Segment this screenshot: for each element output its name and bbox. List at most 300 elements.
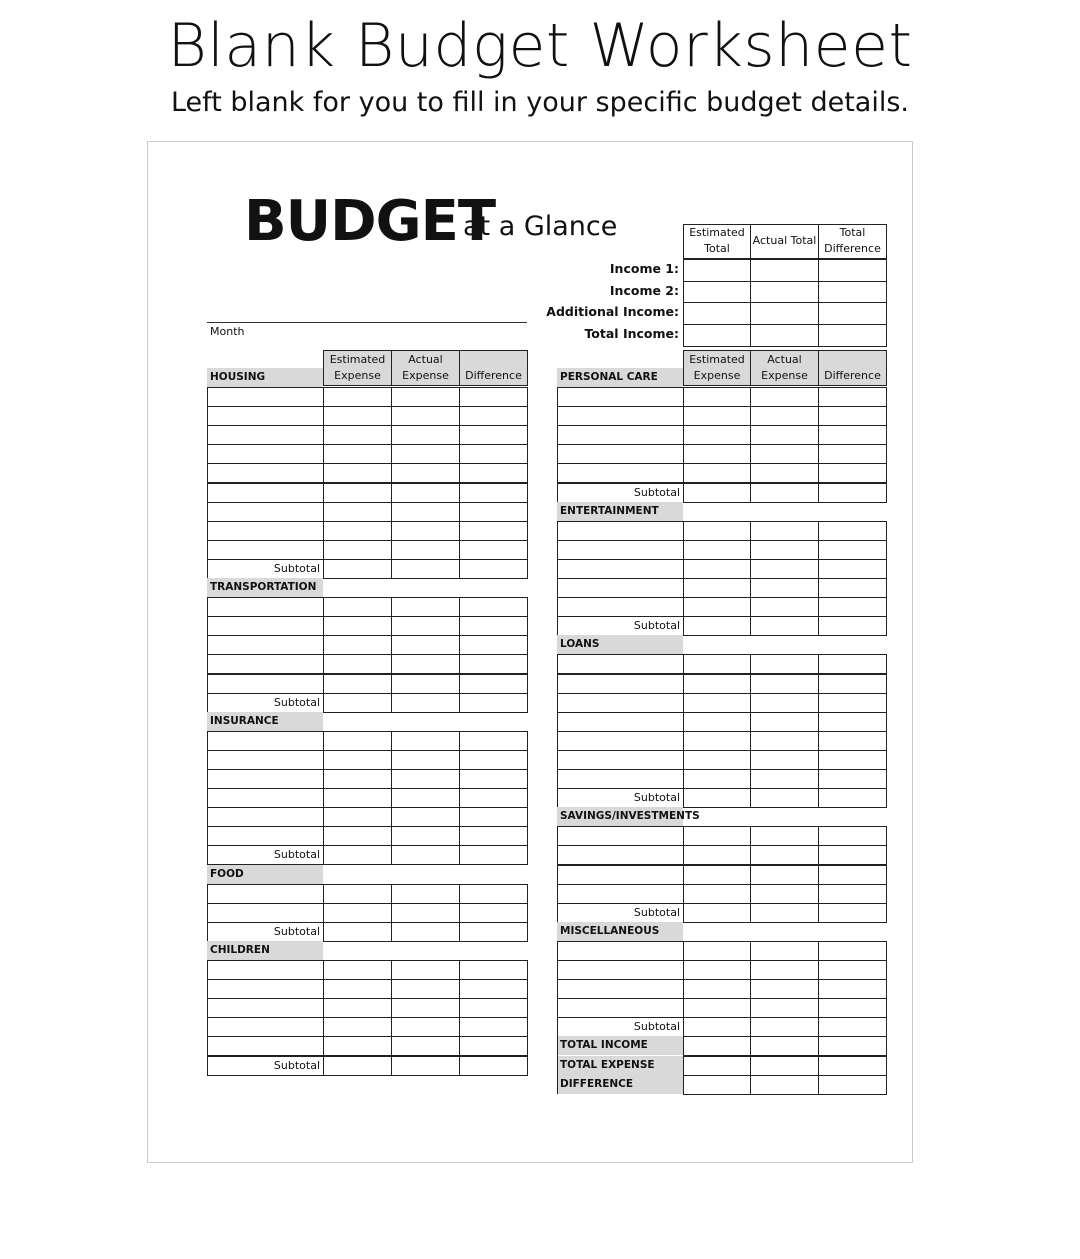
amount-cell[interactable] [323, 597, 392, 617]
amount-cell[interactable] [818, 731, 887, 751]
subtotal-cell[interactable] [683, 903, 751, 923]
item-name-cell[interactable] [557, 540, 684, 560]
item-name-cell[interactable] [207, 731, 324, 751]
amount-cell[interactable] [750, 559, 819, 579]
amount-cell[interactable] [750, 884, 819, 904]
amount-cell[interactable] [391, 406, 460, 426]
item-name-cell[interactable] [557, 463, 684, 483]
amount-cell[interactable] [459, 521, 528, 541]
amount-cell[interactable] [323, 960, 392, 980]
amount-cell[interactable] [391, 807, 460, 827]
income-row-label: Additional Income: [546, 304, 679, 320]
amount-cell[interactable] [818, 750, 887, 770]
amount-cell[interactable] [459, 788, 528, 808]
amount-cell[interactable] [323, 1036, 392, 1056]
income-col-header: Total Difference [818, 224, 887, 259]
amount-cell[interactable] [683, 597, 751, 617]
amount-cell[interactable] [459, 674, 528, 694]
amount-cell[interactable] [323, 444, 392, 464]
amount-cell[interactable] [750, 693, 819, 713]
subtotal-cell[interactable] [459, 922, 528, 942]
subtotal-cell[interactable] [750, 1017, 819, 1037]
amount-cell[interactable] [391, 903, 460, 923]
amount-cell[interactable] [683, 826, 751, 846]
item-name-cell[interactable] [557, 597, 684, 617]
item-name-cell[interactable] [207, 616, 324, 636]
left-col-header: Actual Expense [391, 350, 460, 386]
amount-cell[interactable] [750, 731, 819, 751]
item-name-cell[interactable] [207, 406, 324, 426]
amount-cell[interactable] [683, 960, 751, 980]
amount-cell[interactable] [818, 559, 887, 579]
item-name-cell[interactable] [207, 521, 324, 541]
amount-cell[interactable] [818, 693, 887, 713]
item-name-cell[interactable] [557, 884, 684, 904]
item-name-cell[interactable] [207, 998, 324, 1018]
item-name-cell[interactable] [207, 826, 324, 846]
subtotal-cell[interactable] [391, 1056, 460, 1076]
amount-cell[interactable] [391, 1036, 460, 1056]
subtotal-label: Subtotal [633, 905, 680, 919]
item-name-cell[interactable] [207, 635, 324, 655]
amount-cell[interactable] [391, 521, 460, 541]
amount-cell[interactable] [459, 1017, 528, 1037]
item-name-cell[interactable] [207, 387, 324, 407]
amount-cell[interactable] [323, 998, 392, 1018]
amount-cell[interactable] [459, 597, 528, 617]
amount-cell[interactable] [459, 616, 528, 636]
income-cell[interactable] [750, 259, 819, 282]
amount-cell[interactable] [683, 578, 751, 598]
item-name-cell[interactable] [207, 979, 324, 999]
subtotal-cell[interactable] [818, 616, 887, 636]
subtotal-cell[interactable] [391, 693, 460, 713]
section-label: MISCELLANEOUS [557, 922, 683, 941]
subtotal-cell[interactable] [323, 693, 392, 713]
amount-cell[interactable] [750, 540, 819, 560]
subtotal-cell[interactable] [459, 693, 528, 713]
item-name-cell[interactable] [557, 406, 684, 426]
amount-cell[interactable] [459, 387, 528, 407]
amount-cell[interactable] [459, 979, 528, 999]
item-name-cell[interactable] [207, 597, 324, 617]
subtotal-cell[interactable] [323, 559, 392, 579]
amount-cell[interactable] [323, 731, 392, 751]
amount-cell[interactable] [683, 521, 751, 541]
total-cell[interactable] [750, 1075, 819, 1095]
amount-cell[interactable] [459, 807, 528, 827]
amount-cell[interactable] [323, 1017, 392, 1037]
amount-cell[interactable] [750, 425, 819, 445]
total-cell[interactable] [818, 1036, 887, 1056]
income-cell[interactable] [750, 281, 819, 304]
amount-cell[interactable] [323, 807, 392, 827]
amount-cell[interactable] [750, 826, 819, 846]
amount-cell[interactable] [459, 425, 528, 445]
amount-cell[interactable] [750, 845, 819, 865]
section-label: FOOD [207, 865, 323, 884]
subtotal-cell[interactable] [459, 845, 528, 865]
left-col-header: Estimated Expense [323, 350, 392, 386]
amount-cell[interactable] [323, 425, 392, 445]
right-col-header: Difference [818, 350, 887, 386]
amount-cell[interactable] [391, 769, 460, 789]
subtotal-cell[interactable] [391, 559, 460, 579]
budget-heading: BUDGET [244, 189, 496, 254]
item-name-cell[interactable] [207, 960, 324, 980]
amount-cell[interactable] [323, 521, 392, 541]
amount-cell[interactable] [323, 979, 392, 999]
page-subtitle: Left blank for you to fill in your specific budget details. [170, 87, 909, 118]
income-cell[interactable] [818, 302, 887, 325]
amount-cell[interactable] [391, 597, 460, 617]
amount-cell[interactable] [459, 1036, 528, 1056]
subtotal-label: Subtotal [273, 1058, 320, 1072]
income-row-label: Income 2: [609, 282, 679, 298]
amount-cell[interactable] [459, 826, 528, 846]
amount-cell[interactable] [818, 654, 887, 674]
subtotal-cell[interactable] [750, 903, 819, 923]
amount-cell[interactable] [323, 788, 392, 808]
item-name-cell[interactable] [557, 674, 684, 694]
item-name-cell[interactable] [207, 540, 324, 560]
amount-cell[interactable] [750, 578, 819, 598]
item-name-cell[interactable] [207, 884, 324, 904]
amount-cell[interactable] [683, 674, 751, 694]
item-name-cell[interactable] [207, 807, 324, 827]
item-name-cell[interactable] [557, 960, 684, 980]
item-name-cell[interactable] [207, 425, 324, 445]
amount-cell[interactable] [818, 998, 887, 1018]
subtotal-cell[interactable] [683, 1017, 751, 1037]
amount-cell[interactable] [683, 406, 751, 426]
amount-cell[interactable] [750, 998, 819, 1018]
amount-cell[interactable] [459, 502, 528, 522]
total-cell[interactable] [750, 1036, 819, 1056]
amount-cell[interactable] [391, 960, 460, 980]
subtotal-cell[interactable] [459, 559, 528, 579]
subtotal-cell[interactable] [750, 483, 819, 503]
section-label: INSURANCE [207, 712, 323, 731]
amount-cell[interactable] [683, 750, 751, 770]
amount-cell[interactable] [323, 674, 392, 694]
item-name-cell[interactable] [557, 979, 684, 999]
subtotal-cell[interactable] [683, 788, 751, 808]
subtotal-label: Subtotal [633, 619, 680, 633]
subtotal-cell[interactable] [818, 788, 887, 808]
item-name-cell[interactable] [557, 444, 684, 464]
section-label: LOANS [557, 635, 683, 654]
amount-cell[interactable] [750, 769, 819, 789]
income-row-label: Income 1: [609, 261, 679, 276]
amount-cell[interactable] [323, 483, 392, 503]
totals-left-border [557, 1036, 558, 1093]
subtotal-cell[interactable] [391, 922, 460, 942]
item-name-cell[interactable] [557, 826, 684, 846]
total-label: TOTAL INCOME [557, 1036, 683, 1055]
amount-cell[interactable] [683, 769, 751, 789]
amount-cell[interactable] [818, 826, 887, 846]
subtotal-cell[interactable] [323, 845, 392, 865]
subtotal-cell[interactable] [683, 483, 751, 503]
amount-cell[interactable] [818, 845, 887, 865]
item-name-cell[interactable] [557, 750, 684, 770]
amount-cell[interactable] [391, 635, 460, 655]
amount-cell[interactable] [391, 826, 460, 846]
amount-cell[interactable] [323, 616, 392, 636]
amount-cell[interactable] [818, 960, 887, 980]
total-label: DIFFERENCE [557, 1075, 683, 1094]
item-name-cell[interactable] [207, 1017, 324, 1037]
amount-cell[interactable] [323, 903, 392, 923]
total-cell[interactable] [818, 1075, 887, 1095]
amount-cell[interactable] [391, 483, 460, 503]
subtotal-label: Subtotal [633, 485, 680, 499]
amount-cell[interactable] [750, 979, 819, 999]
amount-cell[interactable] [459, 463, 528, 483]
amount-cell[interactable] [459, 483, 528, 503]
amount-cell[interactable] [323, 635, 392, 655]
amount-cell[interactable] [323, 769, 392, 789]
amount-cell[interactable] [323, 540, 392, 560]
left-col-header: Difference [459, 350, 528, 386]
amount-cell[interactable] [818, 941, 887, 961]
amount-cell[interactable] [818, 578, 887, 598]
item-name-cell[interactable] [557, 769, 684, 789]
item-name-cell[interactable] [557, 712, 684, 732]
amount-cell[interactable] [750, 941, 819, 961]
amount-cell[interactable] [391, 731, 460, 751]
section-label: PERSONAL CARE [557, 368, 683, 387]
item-name-cell[interactable] [207, 750, 324, 770]
amount-cell[interactable] [459, 769, 528, 789]
amount-cell[interactable] [818, 769, 887, 789]
amount-cell[interactable] [818, 674, 887, 694]
subtotal-cell[interactable] [750, 616, 819, 636]
amount-cell[interactable] [818, 425, 887, 445]
amount-cell[interactable] [459, 903, 528, 923]
amount-cell[interactable] [818, 540, 887, 560]
income-cell[interactable] [683, 259, 751, 282]
subtotal-cell[interactable] [391, 845, 460, 865]
total-cell[interactable] [750, 1056, 819, 1076]
amount-cell[interactable] [683, 540, 751, 560]
income-cell[interactable] [683, 324, 751, 347]
item-name-cell[interactable] [207, 502, 324, 522]
amount-cell[interactable] [391, 979, 460, 999]
amount-cell[interactable] [750, 597, 819, 617]
subtotal-cell[interactable] [750, 788, 819, 808]
amount-cell[interactable] [391, 654, 460, 674]
item-name-cell[interactable] [207, 483, 324, 503]
amount-cell[interactable] [459, 444, 528, 464]
section-label: HOUSING [207, 368, 323, 387]
subtotal-cell[interactable] [323, 922, 392, 942]
amount-cell[interactable] [391, 425, 460, 445]
income-cell[interactable] [818, 281, 887, 304]
item-name-cell[interactable] [207, 769, 324, 789]
item-name-cell[interactable] [557, 941, 684, 961]
amount-cell[interactable] [818, 406, 887, 426]
income-cell[interactable] [750, 302, 819, 325]
income-cell[interactable] [818, 259, 887, 282]
amount-cell[interactable] [683, 387, 751, 407]
amount-cell[interactable] [459, 654, 528, 674]
amount-cell[interactable] [391, 788, 460, 808]
amount-cell[interactable] [459, 884, 528, 904]
item-name-cell[interactable] [557, 654, 684, 674]
amount-cell[interactable] [391, 502, 460, 522]
item-name-cell[interactable] [557, 425, 684, 445]
subtotal-label: Subtotal [273, 848, 320, 862]
item-name-cell[interactable] [557, 387, 684, 407]
amount-cell[interactable] [750, 444, 819, 464]
amount-cell[interactable] [391, 540, 460, 560]
amount-cell[interactable] [683, 463, 751, 483]
amount-cell[interactable] [750, 750, 819, 770]
amount-cell[interactable] [750, 960, 819, 980]
amount-cell[interactable] [323, 654, 392, 674]
income-cell[interactable] [750, 324, 819, 347]
subtotal-cell[interactable] [818, 483, 887, 503]
item-name-cell[interactable] [207, 1036, 324, 1056]
amount-cell[interactable] [818, 712, 887, 732]
subtotal-label: Subtotal [273, 695, 320, 709]
item-name-cell[interactable] [207, 674, 324, 694]
amount-cell[interactable] [459, 635, 528, 655]
item-name-cell[interactable] [557, 693, 684, 713]
amount-cell[interactable] [818, 387, 887, 407]
total-label: TOTAL EXPENSE [557, 1056, 683, 1075]
amount-cell[interactable] [323, 884, 392, 904]
amount-cell[interactable] [683, 998, 751, 1018]
amount-cell[interactable] [323, 406, 392, 426]
item-name-cell[interactable] [207, 654, 324, 674]
amount-cell[interactable] [391, 1017, 460, 1037]
amount-cell[interactable] [750, 406, 819, 426]
amount-cell[interactable] [683, 731, 751, 751]
amount-cell[interactable] [683, 654, 751, 674]
amount-cell[interactable] [683, 845, 751, 865]
amount-cell[interactable] [818, 597, 887, 617]
right-col-header: Actual Expense [750, 350, 819, 386]
section-label: SAVINGS/INVESTMENTS [557, 807, 683, 826]
total-cell[interactable] [818, 1056, 887, 1076]
month-label: Month [210, 325, 245, 338]
amount-cell[interactable] [683, 865, 751, 885]
item-name-cell[interactable] [207, 463, 324, 483]
amount-cell[interactable] [683, 425, 751, 445]
item-name-cell[interactable] [557, 559, 684, 579]
item-name-cell[interactable] [207, 788, 324, 808]
amount-cell[interactable] [323, 387, 392, 407]
page-title: Blank Budget Worksheet [167, 11, 913, 81]
amount-cell[interactable] [818, 865, 887, 885]
subtotal-cell[interactable] [323, 1056, 392, 1076]
glance-heading: at a Glance [463, 211, 618, 242]
amount-cell[interactable] [683, 444, 751, 464]
subtotal-cell[interactable] [818, 903, 887, 923]
amount-cell[interactable] [750, 865, 819, 885]
month-field[interactable] [207, 322, 527, 323]
amount-cell[interactable] [818, 444, 887, 464]
amount-cell[interactable] [459, 731, 528, 751]
amount-cell[interactable] [818, 463, 887, 483]
amount-cell[interactable] [391, 998, 460, 1018]
amount-cell[interactable] [391, 674, 460, 694]
income-cell[interactable] [683, 302, 751, 325]
amount-cell[interactable] [459, 960, 528, 980]
item-name-cell[interactable] [557, 521, 684, 541]
amount-cell[interactable] [750, 674, 819, 694]
amount-cell[interactable] [683, 979, 751, 999]
amount-cell[interactable] [683, 712, 751, 732]
amount-cell[interactable] [323, 750, 392, 770]
item-name-cell[interactable] [207, 903, 324, 923]
section-label: CHILDREN [207, 941, 323, 960]
amount-cell[interactable] [323, 826, 392, 846]
amount-cell[interactable] [818, 979, 887, 999]
amount-cell[interactable] [683, 884, 751, 904]
subtotal-cell[interactable] [459, 1056, 528, 1076]
amount-cell[interactable] [323, 502, 392, 522]
amount-cell[interactable] [391, 616, 460, 636]
amount-cell[interactable] [459, 750, 528, 770]
subtotal-label: Subtotal [633, 1020, 680, 1034]
item-name-cell[interactable] [557, 998, 684, 1018]
amount-cell[interactable] [323, 463, 392, 483]
amount-cell[interactable] [391, 884, 460, 904]
subtotal-label: Subtotal [273, 561, 320, 575]
item-name-cell[interactable] [557, 578, 684, 598]
income-row-label: Total Income: [584, 326, 679, 342]
amount-cell[interactable] [459, 406, 528, 426]
subtotal-cell[interactable] [683, 616, 751, 636]
subtotal-label: Subtotal [273, 924, 320, 938]
subtotal-cell[interactable] [818, 1017, 887, 1037]
income-cell[interactable] [818, 324, 887, 347]
amount-cell[interactable] [750, 387, 819, 407]
amount-cell[interactable] [391, 463, 460, 483]
amount-cell[interactable] [391, 750, 460, 770]
income-cell[interactable] [683, 281, 751, 304]
item-name-cell[interactable] [557, 845, 684, 865]
amount-cell[interactable] [750, 521, 819, 541]
total-cell[interactable] [683, 1075, 751, 1095]
amount-cell[interactable] [818, 521, 887, 541]
amount-cell[interactable] [750, 712, 819, 732]
subtotal-label: Subtotal [633, 791, 680, 805]
amount-cell[interactable] [683, 941, 751, 961]
amount-cell[interactable] [459, 998, 528, 1018]
item-name-cell[interactable] [557, 731, 684, 751]
item-name-cell[interactable] [557, 865, 684, 885]
income-col-header: Actual Total [750, 224, 819, 259]
amount-cell[interactable] [818, 884, 887, 904]
amount-cell[interactable] [750, 463, 819, 483]
income-col-header: Estimated Total [683, 224, 751, 259]
amount-cell[interactable] [683, 559, 751, 579]
total-cell[interactable] [683, 1056, 751, 1076]
section-label: ENTERTAINMENT [557, 502, 683, 521]
amount-cell[interactable] [750, 654, 819, 674]
amount-cell[interactable] [459, 540, 528, 560]
item-name-cell[interactable] [207, 444, 324, 464]
amount-cell[interactable] [391, 387, 460, 407]
total-cell[interactable] [683, 1036, 751, 1056]
amount-cell[interactable] [391, 444, 460, 464]
amount-cell[interactable] [683, 693, 751, 713]
